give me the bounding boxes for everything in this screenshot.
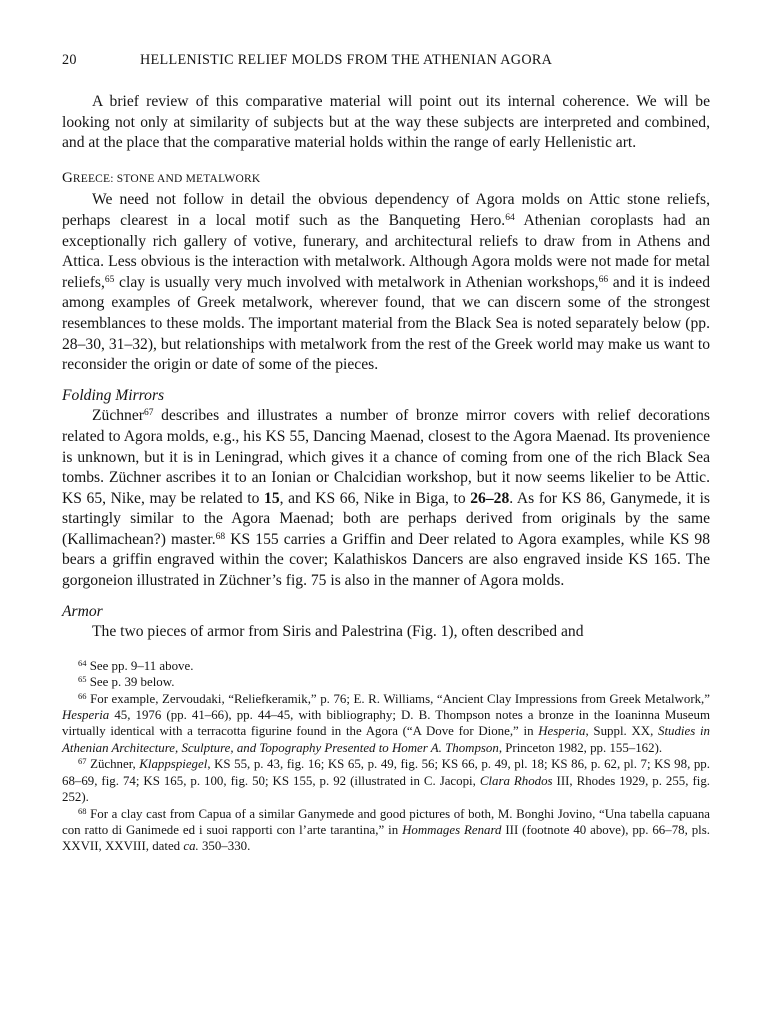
body-text (62, 92, 710, 643)
footnote-text: See pp. 9–11 above. (86, 658, 194, 673)
footnote-text: , Princeton 1982, pp. 155–162). (498, 740, 663, 755)
footnote-67 (62, 756, 710, 805)
footnote-68 (62, 806, 710, 855)
mirrors-paragraph (62, 406, 710, 591)
footnote-text: III (footnote 40 above), pp. 66–78, pls. XXVII, XXVIII, dated (62, 822, 710, 854)
footnote-ref-66[interactable]: 66 (598, 274, 609, 285)
footnote-italic: ca. (183, 839, 199, 854)
running-title: HELLENISTIC RELIEF MOLDS FROM THE ATHENIAN AGORA (140, 52, 553, 68)
mirrors-text-5: KS 155 carries a Griffin and Deer related to Agora examples, while KS 98 bears a griffin engraved within the cover; Kalathiskos Dancers are also engraved inside KS 165. The gorgoneion illustrated in Züchner’s fig. 75 is also in the manner of Agora molds. (62, 530, 710, 590)
footnote-number: 68 (78, 805, 87, 816)
footnote-text: For example, Zervoudaki, “Reliefkeramik,” p. 76; E. R. Williams, “Ancient Clay Impressions from Greek Metalwork,” (86, 691, 710, 706)
footnote-italic: Studies in Athenian Architecture, Sculpture, and Topography Presented to Homer A. Thompson (62, 724, 710, 755)
mirrors-text-4: . As for KS 86, Ganymede, it is startingly similar to the Agora Maenad; both are perhaps derived from originals by the same (Kallimachean?) master. (62, 489, 710, 548)
footnote-64 (62, 658, 710, 674)
greece-text-3: clay is usually very much involved with metalwork in Athenian workshops, (114, 273, 599, 291)
footnote-66 (62, 691, 710, 757)
catalog-ref-26-28: 26–28 (470, 489, 510, 507)
footnote-italic: Klappspiegel (139, 757, 208, 772)
footnote-text: , KS 55, p. 43, fig. 16; KS 65, p. 49, fig. 56; KS 66, p. 49, pl. 18; KS 86, p. 62, pl. 7; KS 98, pp. 68–69, fig. 74; KS 165, p. 100, fig. 50; KS 155, p. 92 (illustrated in C. Jacopi, (62, 757, 710, 788)
page (62, 52, 710, 855)
footnote-italic: Clara Rhodos (479, 773, 553, 788)
subheading-folding-mirrors: Folding Mirrors (62, 386, 165, 404)
running-header (62, 52, 710, 78)
subheading-armor: Armor (62, 602, 103, 620)
footnote-text: III, Rhodes 1929, p. 255, fig. 252). (62, 773, 710, 805)
footnote-ref-67[interactable]: 67 (143, 408, 154, 419)
footnote-ref-68[interactable]: 68 (215, 531, 226, 542)
mirrors-text-2: describes and illustrates a number of bronze mirror covers with relief decorations related to Agora molds, e.g., his KS 55, Dancing Maenad, closest to the Agora Maenad. Its provenience is unknown, but it is in Leningrad, which gives it a chance of coming from one of the rich Black Sea tombs. Züchner ascribes it to an Ionian or Chalcidian workshop, but it now seems likelier to be Attic. KS 65, Nike, may be related to (62, 407, 710, 507)
footnote-number: 66 (78, 690, 87, 701)
footnote-text: 45, 1976 (pp. 41–66), pp. 44–45, with bibliography; D. B. Thompson notes a bronze in the Ioaninna Museum virtually identical with a terracotta figurine found in the Agora (“A Dove for Dione,” in (62, 708, 710, 739)
footnote-number: 65 (78, 674, 87, 685)
armor-paragraph: The two pieces of armor from Siris and Palestrina (Fig. 1), often described and (92, 623, 584, 641)
footnote-italic: Hommages Renard (402, 822, 502, 837)
greece-text-1: We need not follow in detail the obvious dependency of Agora molds on Attic stone reliefs, perhaps clearest in a local motif such as the Banqueting Hero. (62, 191, 710, 229)
footnote-ref-64[interactable]: 64 (505, 212, 515, 223)
footnote-text: For a clay cast from Capua of a similar Ganymede and good pictures of both, M. Bonghi Jovino, “Una tabella capuana con ratto di Ganimede ed i suoi rapporti con l’arte tarantina,” in (62, 806, 710, 837)
mirrors-text-3: , and KS 66, Nike in Biga, to (279, 489, 471, 507)
footnote-text: See p. 39 below. (86, 675, 175, 690)
footnote-text: 350–330. (198, 839, 251, 854)
footnotes (62, 658, 710, 855)
intro-paragraph: A brief review of this comparative material will point out its internal coherence. We will be looking not only at similarity of subjects but at the way these subjects are interpreted and combined, and at the place that the comparative material holds within the range of early Hellenistic art. (62, 93, 710, 152)
section-heading-greece (62, 168, 710, 190)
footnote-italic: Hesperia (62, 708, 110, 723)
footnote-number: 67 (78, 756, 87, 767)
catalog-ref-15: 15 (264, 489, 280, 507)
mirrors-text-1: Züchner (92, 407, 144, 425)
footnote-italic: Hesperia (538, 724, 586, 739)
page-number: 20 (62, 52, 77, 68)
footnote-65 (62, 674, 710, 690)
greece-text-4: and it is indeed among examples of Greek metalwork, wherever found, that we can discern some of the strongest resemblances to these molds. The important material from the Black Sea is noted separately below (pp. 28–30, 31–32), but relationships with metalwork from the rest of the Greek world may make us want to reconsider the origin or date of some of the pieces. (62, 273, 710, 374)
footnote-text: , Suppl. XX, (585, 724, 659, 739)
footnote-text: Züchner, (86, 757, 140, 772)
footnote-ref-65[interactable]: 65 (104, 274, 115, 285)
greece-paragraph (62, 190, 710, 375)
section-heading-smallcaps: REECE: STONE AND METALWORK (72, 172, 261, 185)
footnote-number: 64 (78, 657, 87, 668)
section-heading-initial: G (62, 169, 73, 186)
greece-text-2: Athenian coroplasts had an exceptionally rich gallery of votive, funerary, and architectural reliefs to draw from in Athens and Attica. Less obvious is the interaction with metalwork. Although Agora molds were not made for metal reliefs, (62, 211, 710, 291)
